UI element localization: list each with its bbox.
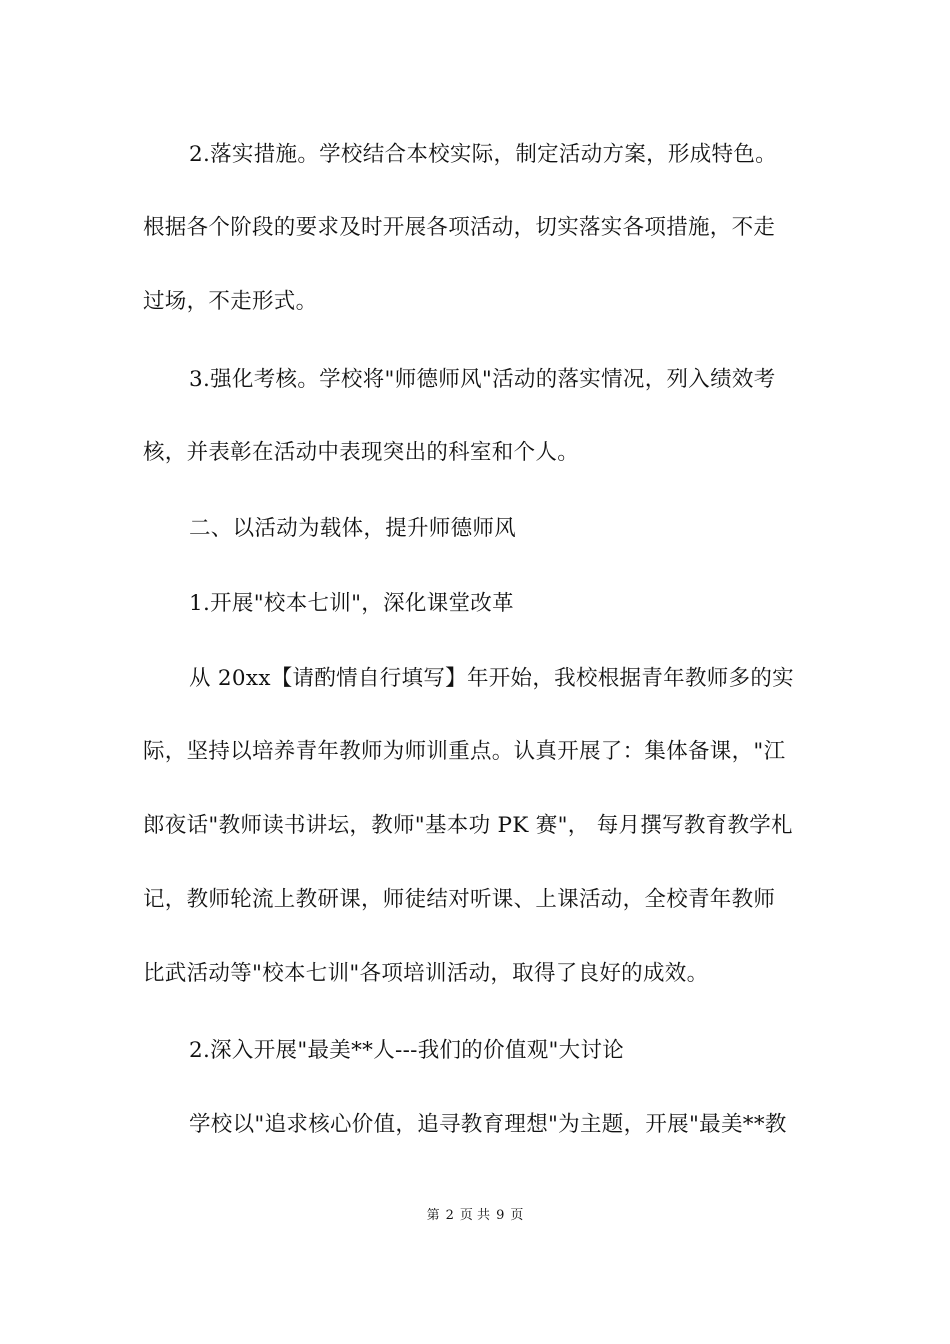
paragraph-line: 郎夜话"教师读书讲坛，教师"基本功 PK 赛"， 每月撰写教育教学札 bbox=[143, 813, 793, 838]
paragraph-line: 学校以"追求核心价值，追寻教育理想"为主题，开展"最美**教 bbox=[189, 1112, 787, 1137]
paragraph-line: 记，教师轮流上教研课，师徒结对听课、上课活动，全校青年教师 bbox=[143, 887, 776, 912]
footer-middle: 页 共 bbox=[459, 1208, 491, 1223]
paragraph-line: 际，坚持以培养青年教师为师训重点。认真开展了：集体备课，"江 bbox=[143, 739, 786, 764]
paragraph-line: 从 20xx【请酌情自行填写】年开始，我校根据青年教师多的实 bbox=[189, 666, 794, 691]
total-page-count: 9 bbox=[496, 1208, 505, 1223]
subsection-heading: 2.深入开展"最美**人---我们的价值观"大讨论 bbox=[189, 1038, 625, 1063]
paragraph-line: 核，并表彰在活动中表现突出的科室和个人。 bbox=[143, 440, 580, 465]
current-page-number: 2 bbox=[445, 1208, 454, 1223]
page-footer bbox=[0, 1207, 950, 1225]
paragraph-line: 比武活动等"校本七训"各项培训活动，取得了良好的成效。 bbox=[143, 961, 709, 986]
paragraph-line: 过场，不走形式。 bbox=[143, 289, 318, 314]
paragraph-line: 2.落实措施。学校结合本校实际，制定活动方案，形成特色。 bbox=[189, 142, 777, 167]
paragraph-line: 根据各个阶段的要求及时开展各项活动，切实落实各项措施，不走 bbox=[143, 215, 776, 240]
footer-suffix: 页 bbox=[510, 1208, 524, 1223]
paragraph-line: 3.强化考核。学校将"师德师风"活动的落实情况，列入绩效考 bbox=[189, 367, 776, 392]
section-heading: 二、以活动为载体，提升师德师风 bbox=[189, 516, 517, 541]
footer-prefix: 第 bbox=[426, 1208, 440, 1223]
subsection-heading: 1.开展"校本七训"，深化课堂改革 bbox=[189, 591, 514, 616]
